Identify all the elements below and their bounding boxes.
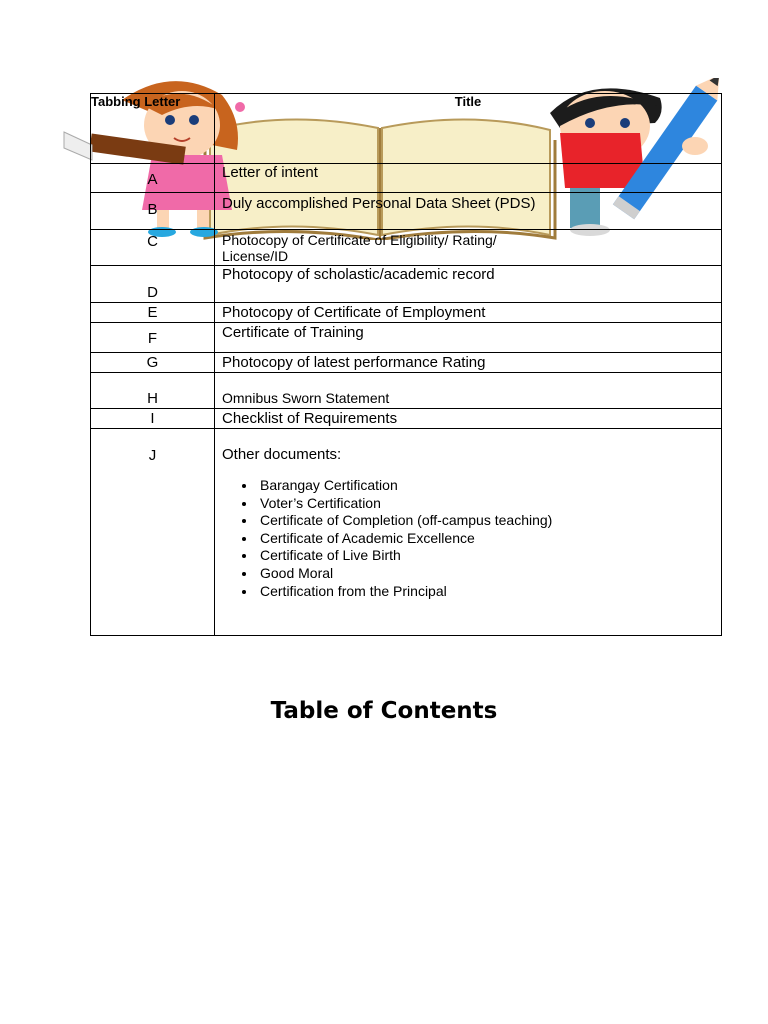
- row-title: Omnibus Sworn Statement: [215, 373, 722, 409]
- row-title: Photocopy of latest performance Rating: [215, 353, 722, 373]
- row-letter: G: [91, 353, 215, 373]
- other-documents-list: [222, 477, 721, 600]
- list-item: Certificate of Live Birth: [260, 547, 721, 565]
- row-letter: I: [91, 409, 215, 429]
- row-title: Checklist of Requirements: [215, 409, 722, 429]
- row-title: Photocopy of scholastic/academic record: [215, 266, 722, 303]
- row-title: Photocopy of Certificate of Employment: [215, 303, 722, 323]
- table-row: [91, 409, 722, 429]
- table-row: [91, 230, 722, 266]
- row-title: Photocopy of Certificate of Eligibility/ Rating/ License/ID: [215, 230, 722, 266]
- header-title: Title: [215, 94, 722, 164]
- row-letter: F: [91, 323, 215, 353]
- list-item: Certification from the Principal: [260, 583, 721, 601]
- list-item: Barangay Certification: [260, 477, 721, 495]
- row-letter: D: [91, 266, 215, 303]
- table-row: [91, 373, 722, 409]
- row-letter: A: [91, 164, 215, 193]
- row-title: Duly accomplished Personal Data Sheet (PDS): [215, 193, 722, 230]
- table-row: [91, 353, 722, 373]
- row-title: Letter of intent: [215, 164, 722, 193]
- table-row: [91, 323, 722, 353]
- requirements-table: [90, 93, 722, 636]
- row-letter: J: [91, 429, 215, 636]
- list-item: Certificate of Completion (off-campus teaching): [260, 512, 721, 530]
- table-header-row: [91, 94, 722, 164]
- list-item: Certificate of Academic Excellence: [260, 530, 721, 548]
- row-letter: E: [91, 303, 215, 323]
- row-letter: C: [91, 230, 215, 266]
- row-letter: B: [91, 193, 215, 230]
- table-row: [91, 266, 722, 303]
- row-letter: H: [91, 373, 215, 409]
- row-title-other-documents: [215, 429, 722, 636]
- list-item: Voter’s Certification: [260, 495, 721, 513]
- list-item: Good Moral: [260, 565, 721, 583]
- table-row: [91, 164, 722, 193]
- header-tabbing-letter: Tabbing Letter: [91, 94, 215, 164]
- page-title: Table of Contents: [270, 698, 498, 724]
- table-row: [91, 303, 722, 323]
- row-title: Certificate of Training: [215, 323, 722, 353]
- other-documents-label: Other documents:: [222, 446, 342, 463]
- table-row: [91, 429, 722, 636]
- table-row: [91, 193, 722, 230]
